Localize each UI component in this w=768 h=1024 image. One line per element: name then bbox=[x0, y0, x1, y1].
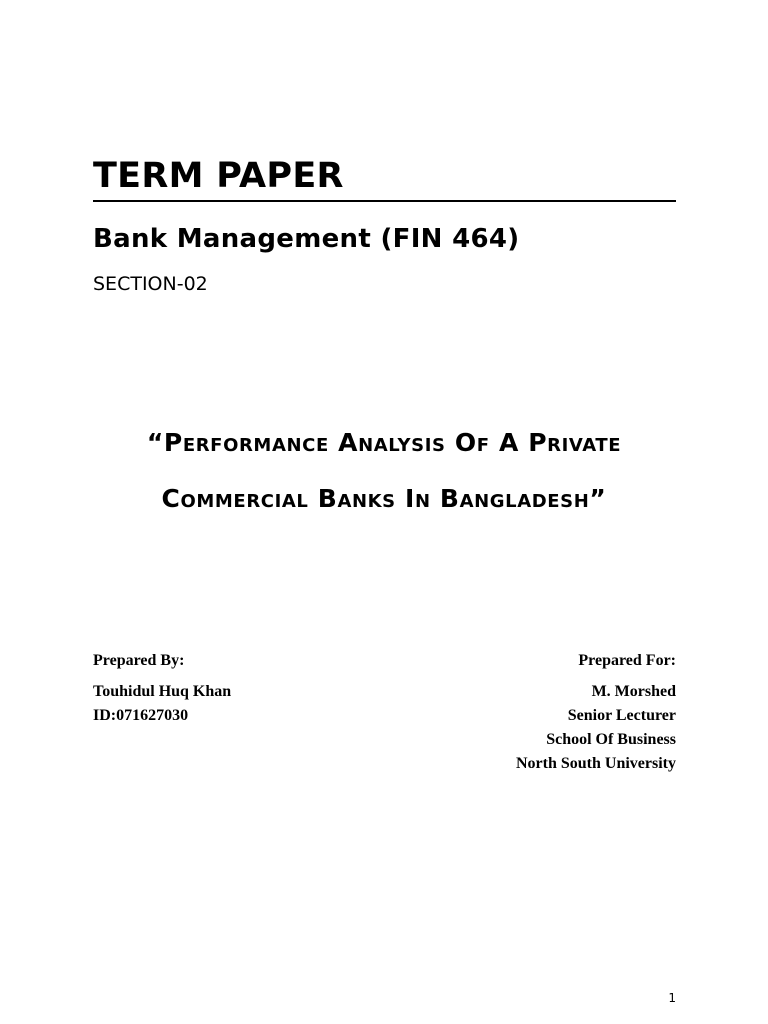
course-title: Bank Management (FIN 464) bbox=[93, 224, 520, 254]
recipient-name: M. Morshed bbox=[591, 683, 676, 700]
document-title: TERM PAPER bbox=[93, 156, 344, 196]
recipient-school: School Of Business bbox=[546, 731, 676, 748]
recipient-title: Senior Lecturer bbox=[567, 707, 676, 724]
page-number: 1 bbox=[668, 991, 676, 1005]
section-label: SECTION-02 bbox=[93, 273, 208, 295]
title-underline bbox=[93, 200, 676, 202]
prepared-by-label: Prepared By: bbox=[93, 652, 185, 669]
prepared-for-label: Prepared For: bbox=[578, 652, 676, 669]
author-id: ID:071627030 bbox=[93, 707, 189, 724]
recipient-university: North South University bbox=[515, 755, 676, 772]
topic-line-2: Commercial Banks In Bangladesh” bbox=[161, 484, 607, 513]
author-name: Touhidul Huq Khan bbox=[93, 683, 232, 700]
topic-line-1: “Performance Analysis Of A Private bbox=[146, 428, 622, 457]
